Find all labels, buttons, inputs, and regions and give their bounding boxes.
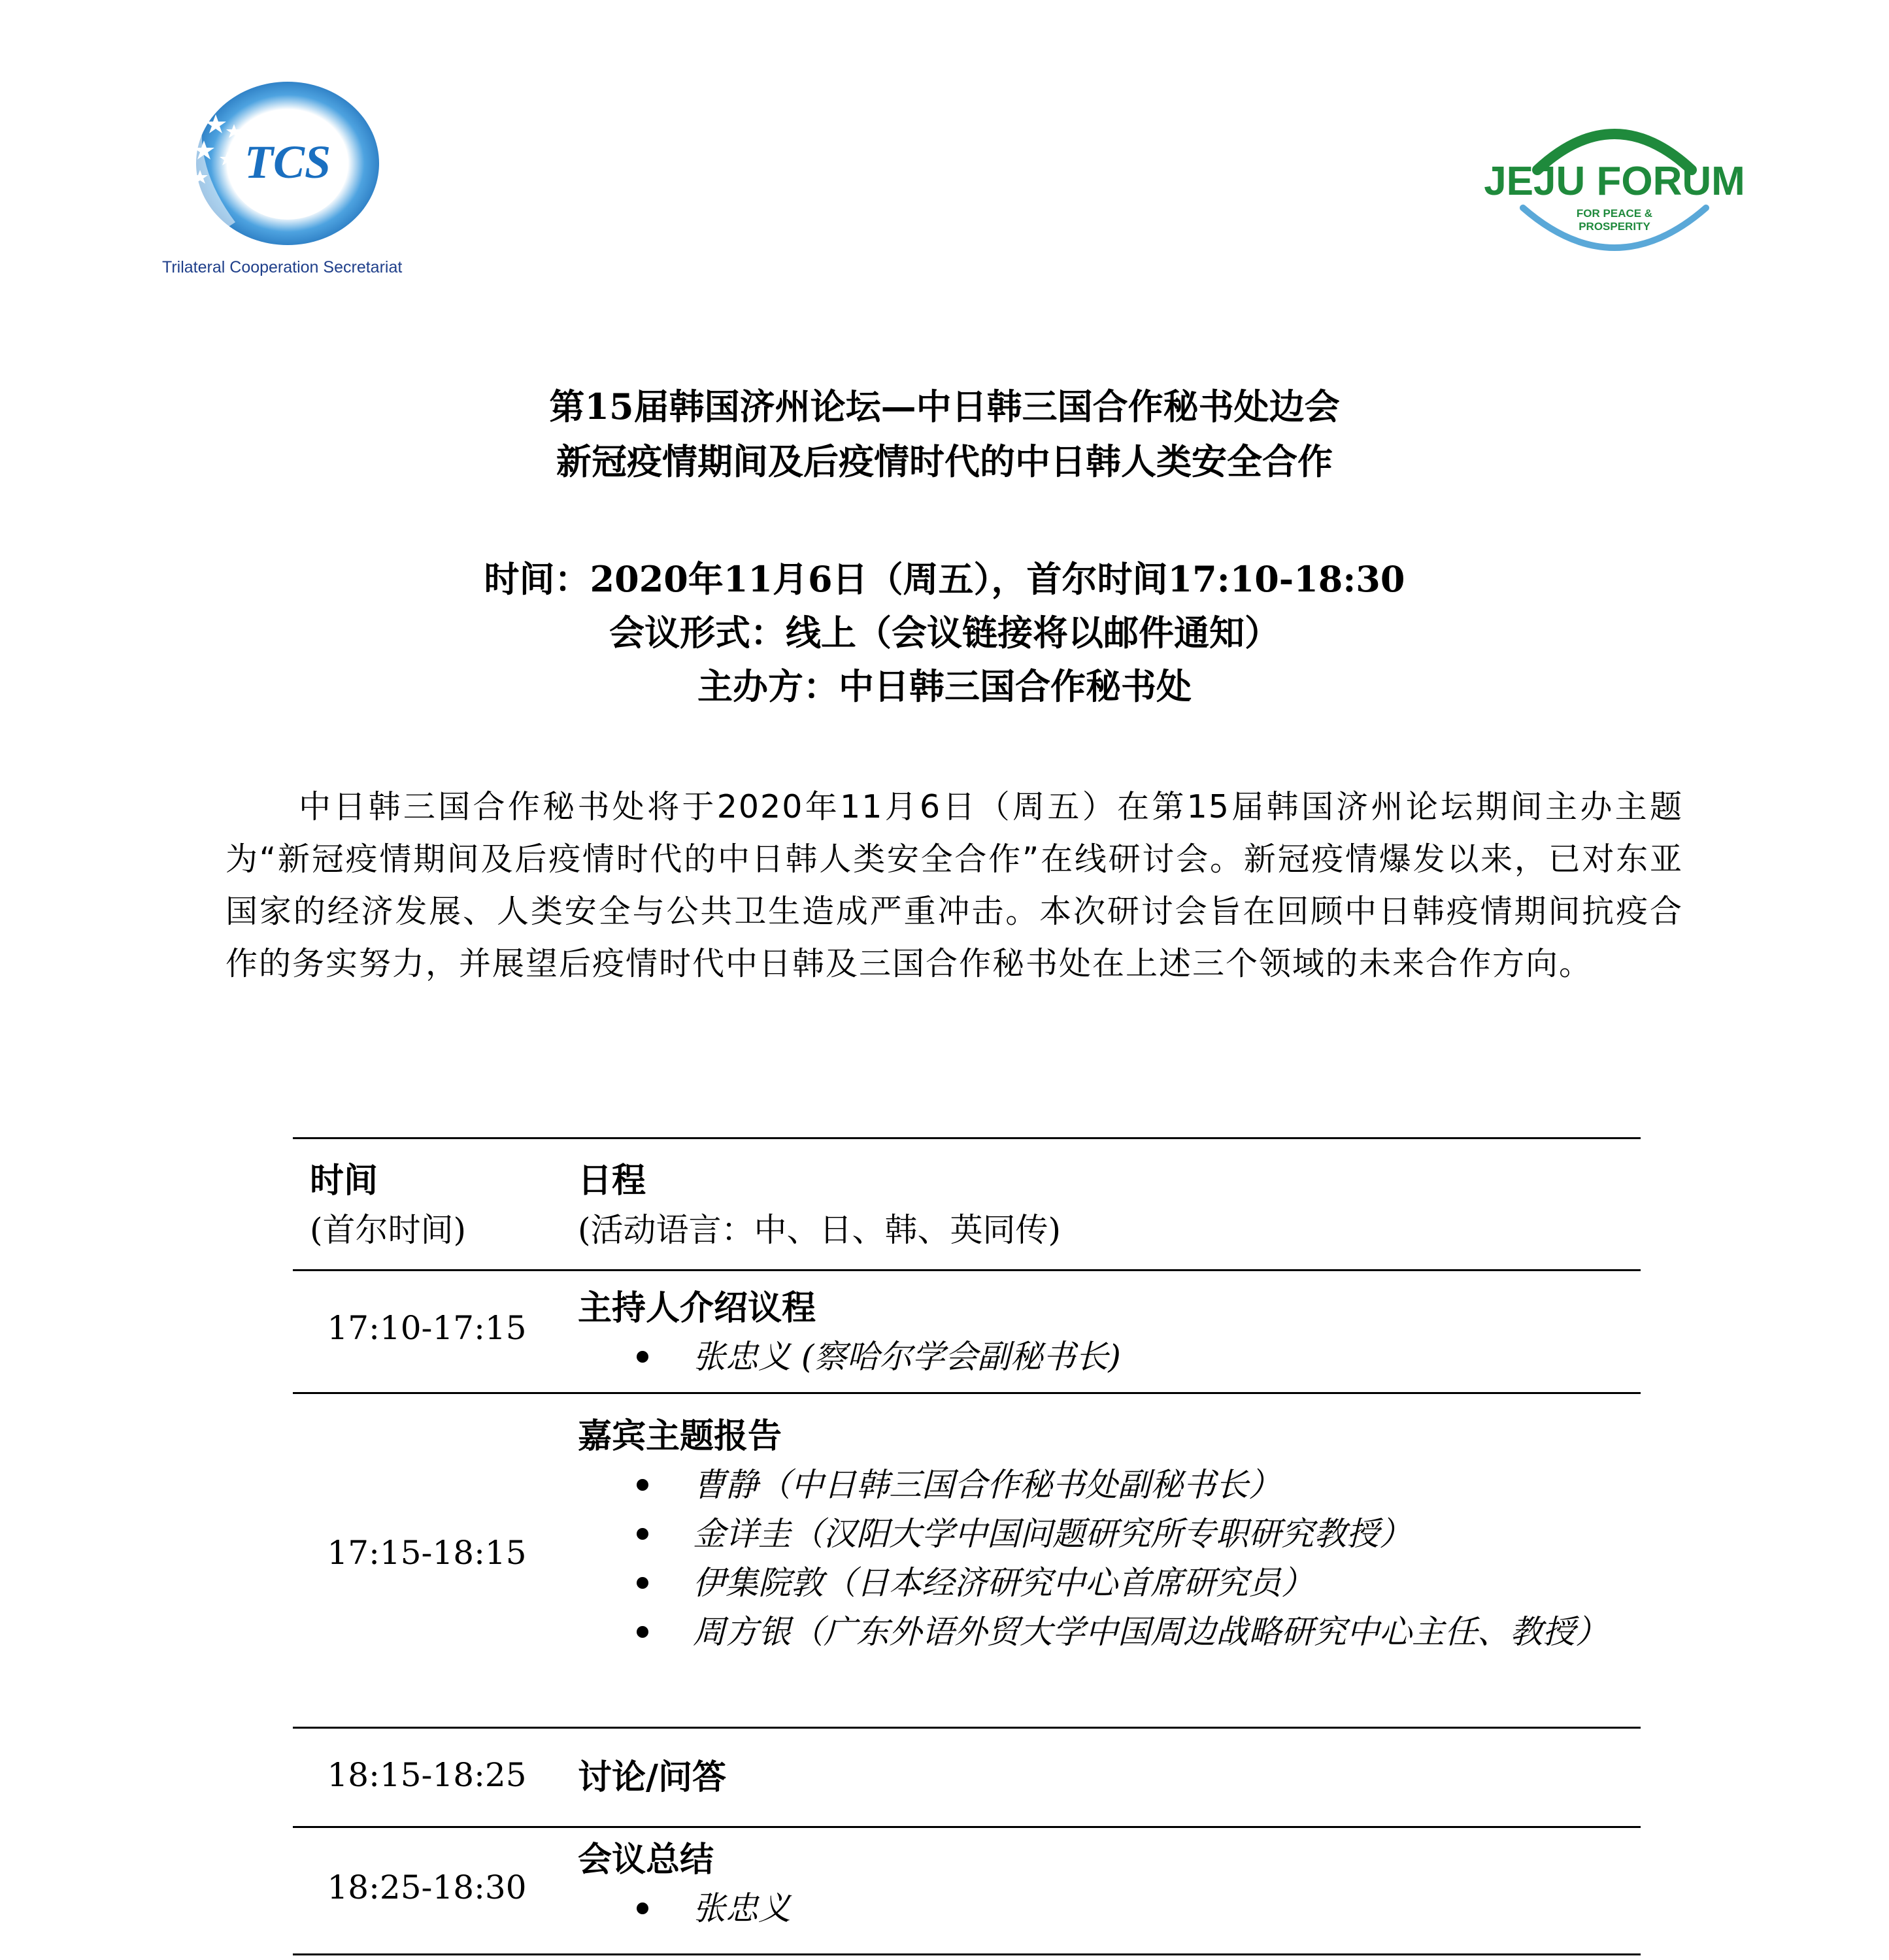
- schedule-row: [293, 1826, 1641, 1955]
- intro-paragraph: 中日韩三国合作秘书处将于2020年11月6日（周五）在第15届韩国济州论坛期间主办主题为“新冠疫情期间及后疫情时代的中日韩人类安全合作”在线研讨会。新冠疫情爆发以来，已对东亚国家的经济发展、人类安全与公共卫生造成严重冲击。本次研讨会旨在回顾中日韩疫情期间抗疫合作的务实努力，并展望后疫情时代中日韩及三国合作秘书处在上述三个领域的未来合作方向。: [226, 788, 1683, 982]
- bullet-icon: [637, 1528, 648, 1540]
- speaker-item: 张忠义: [578, 1884, 1634, 1933]
- event-format: 会议形式：线上（会议链接将以邮件通知）: [609, 612, 1280, 654]
- schedule-row: [293, 1392, 1641, 1727]
- row-time: 18:15-18:25: [327, 1756, 527, 1794]
- schedule-header-row: [293, 1137, 1641, 1269]
- speaker-item: 张忠义 (察哈尔学会副秘书长): [578, 1333, 1634, 1382]
- row-title: 会议总结: [578, 1840, 714, 1880]
- header-time-sub: (首尔时间): [310, 1211, 467, 1249]
- row-time: 17:15-18:15: [327, 1534, 527, 1572]
- speaker-item: 金详圭（汉阳大学中国问题研究所专职研究教授）: [578, 1510, 1634, 1559]
- title-line-2: 新冠疫情期间及后疫情时代的中日韩人类安全合作: [556, 440, 1333, 482]
- tcs-logo: [157, 78, 451, 288]
- bullet-icon: [637, 1479, 648, 1491]
- event-time: 时间：2020年11月6日（周五），首尔时间17:10-18:30: [484, 558, 1405, 600]
- bullet-icon: [637, 1902, 648, 1914]
- schedule-row: [293, 1269, 1641, 1392]
- speaker-list: [578, 1333, 1634, 1382]
- bullet-icon: [637, 1577, 648, 1589]
- tcs-mark-text: TCS: [244, 136, 331, 188]
- jeju-forum-name: JEJU FORUM: [1484, 159, 1745, 204]
- jeju-forum-arc-icon: [1484, 111, 1745, 274]
- schedule-table: [293, 1137, 1641, 1955]
- row-title: 主持人介绍议程: [578, 1288, 816, 1328]
- speaker-list: [578, 1461, 1634, 1657]
- schedule-row: [293, 1727, 1641, 1826]
- header-agenda-sub: (活动语言：中、日、韩、英同传): [578, 1211, 1062, 1249]
- row-title: 嘉宾主题报告: [578, 1416, 782, 1456]
- row-title: 讨论/问答: [578, 1757, 726, 1797]
- document-title: [0, 379, 1889, 489]
- bullet-icon: [637, 1626, 648, 1638]
- tcs-caption: Trilateral Cooperation Secretariat: [162, 258, 403, 276]
- jeju-forum-logo: [1484, 111, 1745, 274]
- jeju-forum-tagline-2: PROSPERITY: [1579, 220, 1650, 233]
- event-meta: [0, 552, 1889, 713]
- header-time-label: 时间: [310, 1161, 378, 1201]
- speaker-item: 周方银（广东外语外贸大学中国周边战略研究中心主任、教授）: [578, 1608, 1634, 1657]
- jeju-forum-tagline-1: FOR PEACE &: [1576, 207, 1653, 220]
- row-time: 18:25-18:30: [327, 1869, 527, 1906]
- bullet-icon: [637, 1351, 648, 1363]
- header-agenda-label: 日程: [578, 1161, 646, 1201]
- event-organizer: 主办方：中日韩三国合作秘书处: [697, 665, 1192, 707]
- row-time: 17:10-17:15: [327, 1309, 527, 1347]
- speaker-list: [578, 1884, 1634, 1933]
- title-line-1: 第15届韩国济州论坛—中日韩三国合作秘书处边会: [549, 386, 1340, 427]
- speaker-item: 伊集院敦（日本经济研究中心首席研究员）: [578, 1559, 1634, 1608]
- speaker-item: 曹静（中日韩三国合作秘书处副秘书长）: [578, 1461, 1634, 1510]
- tcs-swirl-icon: [190, 78, 386, 255]
